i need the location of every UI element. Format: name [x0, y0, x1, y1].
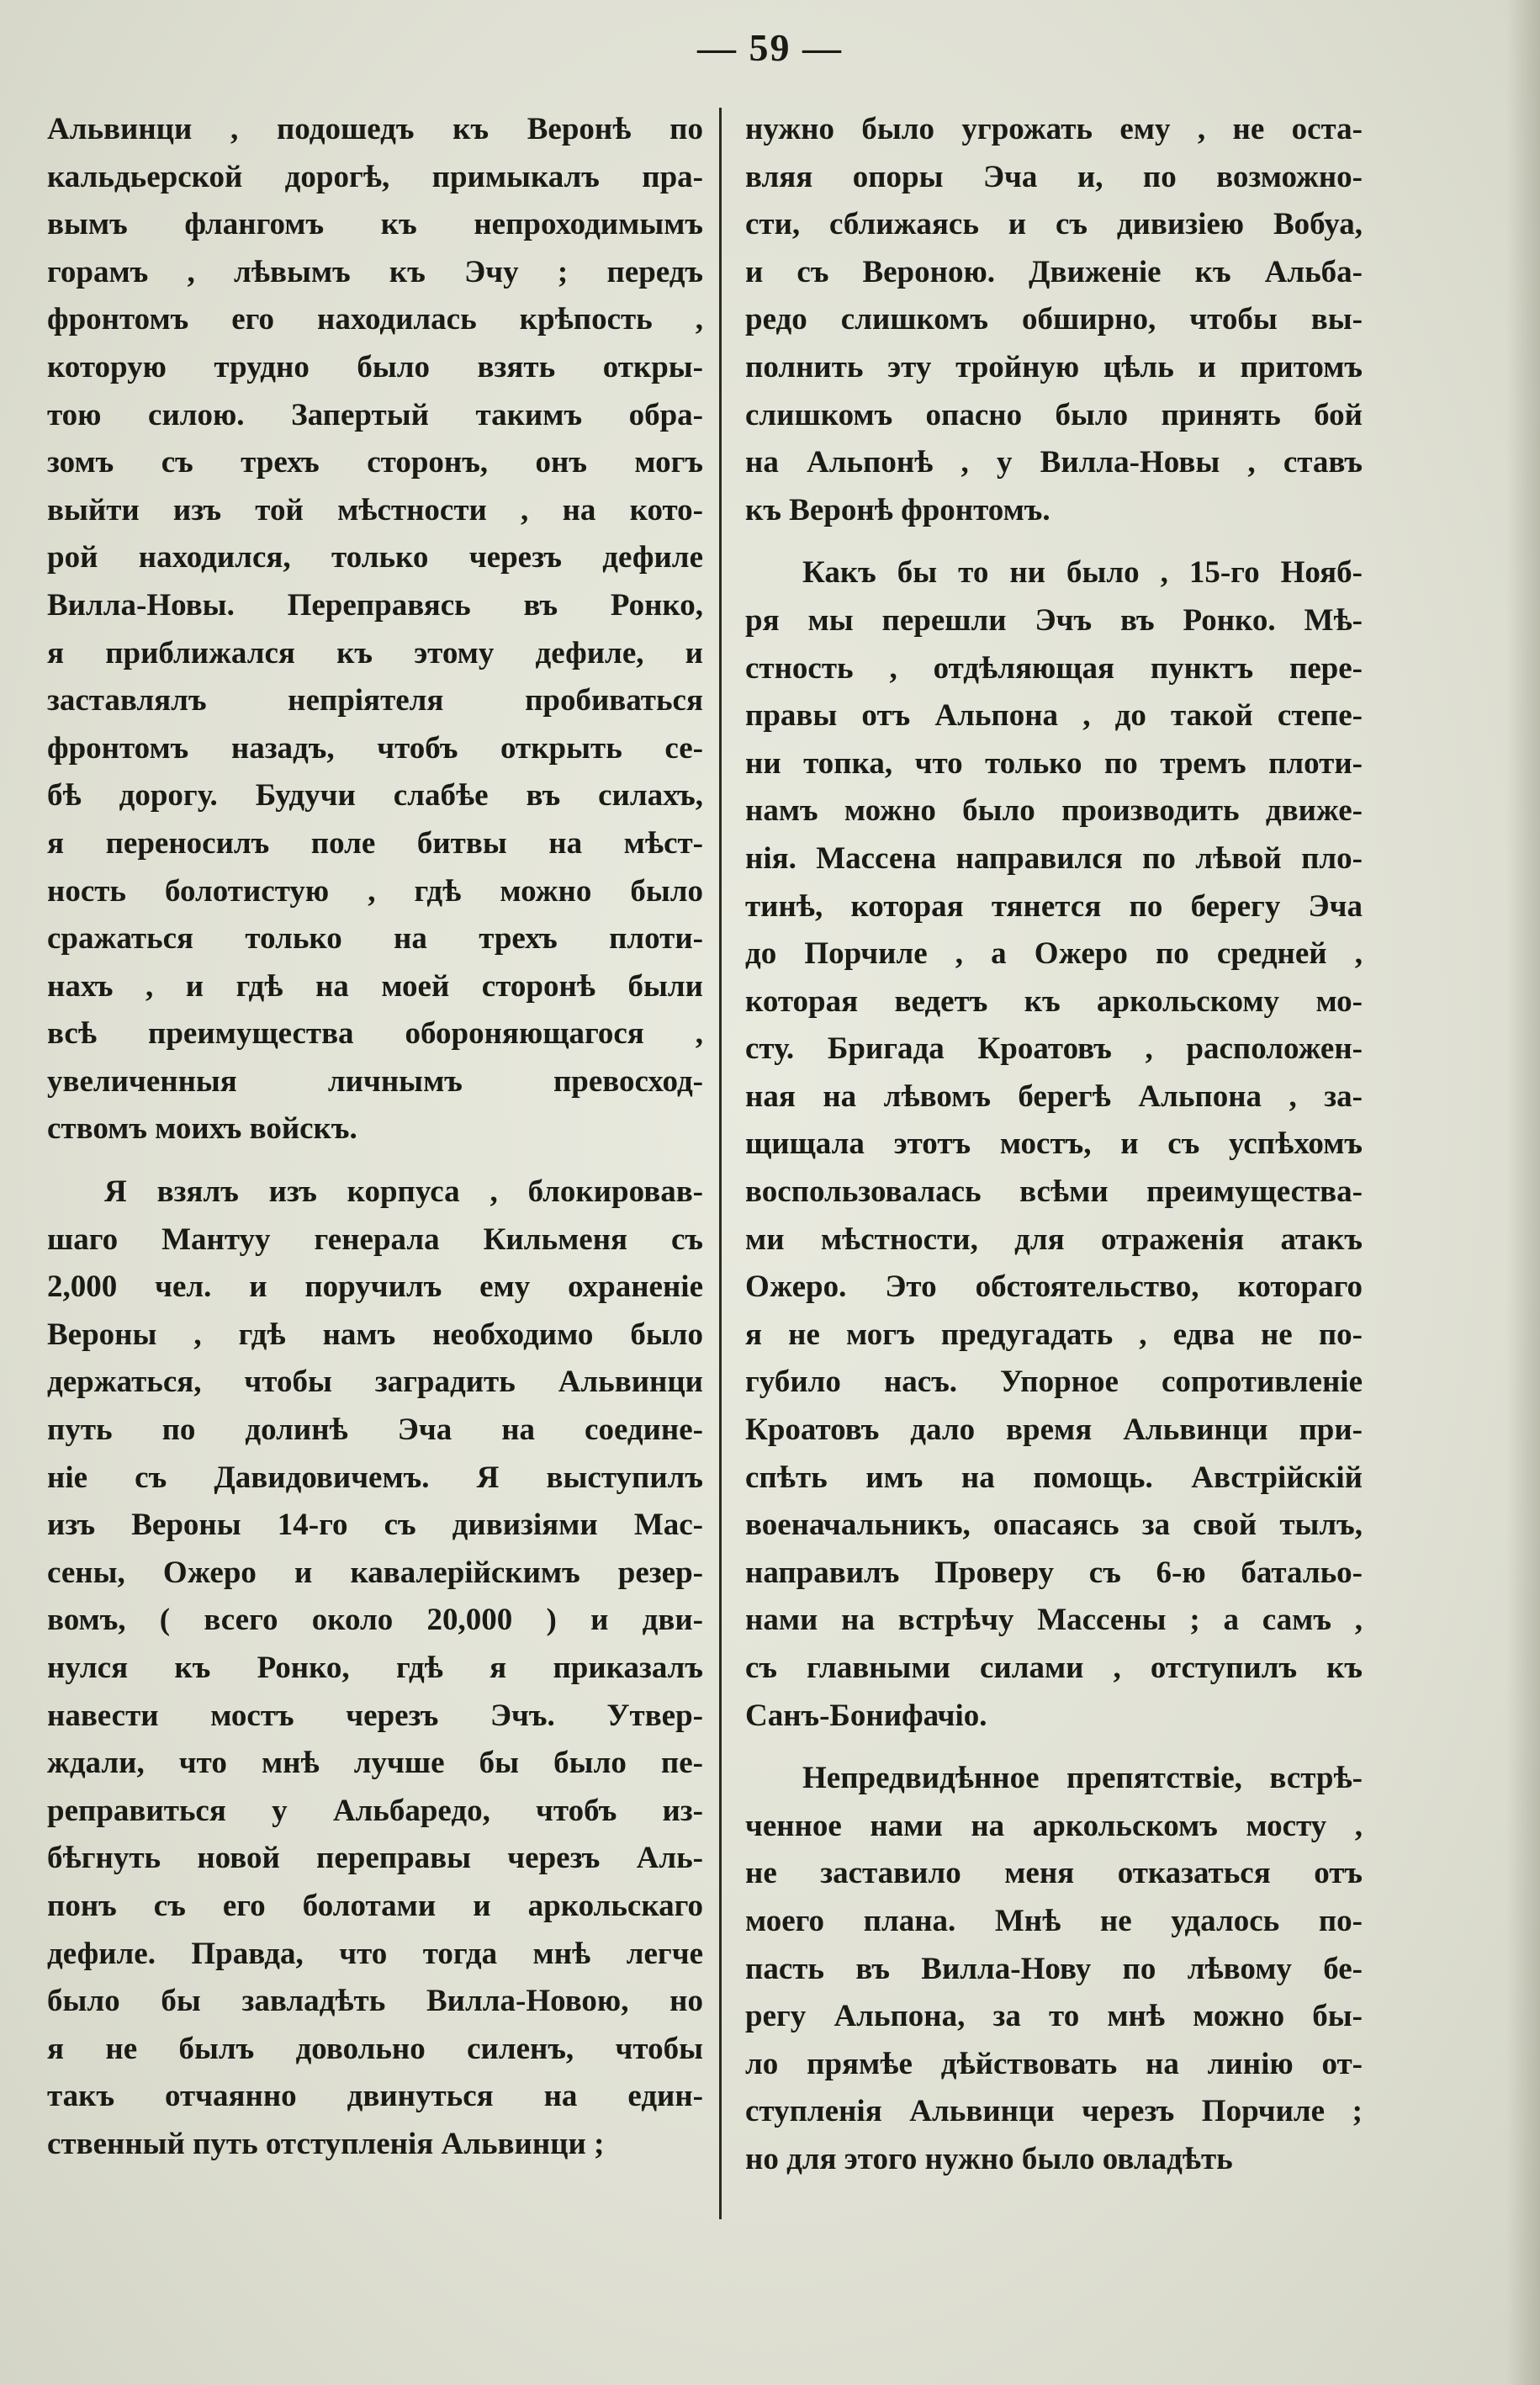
text-line: которая ведетъ къ аркольскому мо- [745, 983, 1363, 1019]
text-line: 2,000 чел. и поручилъ ему охраненіе [47, 1269, 703, 1305]
text-line: спѣть имъ на помощь. Австрійскій [745, 1460, 1363, 1495]
paragraph [745, 106, 1363, 534]
text-line: ность болотистую , гдѣ можно было [47, 873, 703, 909]
text-line: регу Альпона, за то мнѣ можно бы- [745, 1999, 1363, 2034]
paragraph-gap [47, 1153, 703, 1169]
text-line: направилъ Проверу съ 6-ю батальо- [745, 1555, 1363, 1590]
text-line: сены, Ожеро и кавалерійскимъ резер- [47, 1555, 703, 1590]
text-line: редо слишкомъ обширно, чтобы вы- [745, 302, 1363, 337]
text-line: бѣгнуть новой переправы черезъ Аль- [47, 1841, 703, 1876]
text-line: горамъ , лѣвымъ къ Эчу ; передъ [47, 254, 703, 289]
paragraph-gap [745, 1740, 1363, 1755]
text-line: рой находился, только черезъ дефиле [47, 540, 703, 575]
text-line: къ Веронѣ фронтомъ. [745, 492, 1050, 527]
text-line: заставлялъ непріятеля пробиваться [47, 683, 703, 718]
text-line: путь по долинѣ Эча на соедине- [47, 1412, 703, 1448]
text-line: но для этого нужно было овладѣть [745, 2141, 1233, 2176]
text-line: нахъ , и гдѣ на моей сторонѣ были [47, 968, 703, 1004]
text-line: вляя опоры Эча и, по возможно- [745, 159, 1363, 194]
text-line: дефиле. Правда, что тогда мнѣ легче [47, 1936, 703, 1971]
text-line: правы отъ Альпона , до такой степе- [745, 698, 1363, 734]
text-line: Альвинци , подошедъ къ Веронѣ по [47, 112, 703, 146]
text-line: увеличенныя личнымъ превосход- [47, 1063, 703, 1099]
text-line: было бы завладѣть Вилла-Новою, но [47, 1984, 703, 2019]
text-line: ніе съ Давидовичемъ. Я выступилъ [47, 1460, 703, 1495]
text-line: слишкомъ опасно было принять бой [745, 397, 1363, 432]
text-line: не заставило меня отказаться отъ [745, 1856, 1363, 1891]
text-line: я не могъ предугадать , едва не по- [745, 1317, 1363, 1352]
text-line: ствомъ моихъ войскъ. [47, 1111, 357, 1147]
text-line: полнить эту тройную цѣль и притомъ [745, 349, 1363, 384]
text-line: Ожеро. Это обстоятельство, котораго [745, 1269, 1363, 1305]
text-line: ни топка, что только по тремъ плоти- [745, 745, 1363, 781]
text-line: пасть въ Вилла-Нову по лѣвому бе- [745, 1951, 1363, 1986]
page-edge-shadow [1506, 0, 1540, 2385]
text-line: которую трудно было взять откры- [47, 349, 703, 384]
text-line: я приближался къ этому дефиле, и [47, 635, 703, 670]
paragraph [47, 106, 703, 1153]
text-line: Я взялъ изъ корпуса , блокировав- [104, 1174, 703, 1210]
text-line: нами на встрѣчу Массены ; а самъ , [745, 1603, 1363, 1638]
paragraph [745, 549, 1363, 1740]
text-line: ступленія Альвинци черезъ Порчиле ; [745, 2094, 1363, 2129]
text-line: я не былъ довольно силенъ, чтобы [47, 2031, 703, 2066]
text-line: выйти изъ той мѣстности , на кото- [47, 492, 703, 527]
text-line: моего плана. Мнѣ не удалось по- [745, 1903, 1363, 1938]
text-line: съ главными силами , отступилъ къ [745, 1651, 1363, 1685]
text-line: нужно было угрожать ему , не оста- [745, 112, 1363, 146]
text-line: на Альпонѣ , у Вилла-Новы , ставъ [745, 445, 1363, 480]
text-line: стность , отдѣляющая пунктъ пере- [745, 650, 1363, 686]
text-line: Санъ-Бонифачіо. [745, 1698, 987, 1733]
text-line: намъ можно было производить движе- [745, 793, 1363, 829]
text-line: держаться, чтобы заградить Альвинци [47, 1365, 703, 1400]
text-line: зомъ съ трехъ сторонъ, онъ могъ [47, 445, 703, 480]
column-divider [719, 108, 722, 2219]
page-number: — 59 — [697, 26, 843, 69]
text-line: всѣ преимущества обороняющагося , [47, 1016, 703, 1052]
text-line: ми мѣстности, для отраженія атакъ [745, 1222, 1363, 1257]
text-line: изъ Вероны 14-го съ дивизіями Мас- [47, 1508, 703, 1543]
text-line: Вероны , гдѣ намъ необходимо было [47, 1317, 703, 1352]
left-column [47, 106, 703, 2169]
text-line: ждали, что мнѣ лучше бы было пе- [47, 1746, 703, 1781]
text-line: сражаться только на трехъ плоти- [47, 921, 703, 957]
text-line: до Порчиле , а Ожеро по средней , [745, 936, 1363, 972]
text-line: ченное нами на аркольскомъ мосту , [745, 1808, 1363, 1843]
right-column [745, 106, 1363, 2184]
text-line: военачальникъ, опасаясь за свой тылъ, [745, 1508, 1363, 1543]
text-line: щищала этотъ мостъ, и съ успѣхомъ [745, 1126, 1363, 1162]
text-line: Какъ бы то ни было , 15-го Нояб- [802, 555, 1363, 591]
text-line: бѣ дорогу. Будучи слабѣе въ силахъ, [47, 778, 703, 814]
text-line: Вилла-Новы. Переправясь въ Ронко, [47, 587, 703, 623]
text-line: фронтомъ его находилась крѣпость , [47, 302, 703, 337]
text-line: нія. Массена направился по лѣвой пло- [745, 840, 1363, 876]
paragraph-gap [745, 534, 1363, 549]
text-line: навести мостъ черезъ Эчъ. Утвер- [47, 1698, 703, 1733]
text-line: вымъ флангомъ къ непроходимымъ [47, 207, 703, 242]
text-line: ственный путь отступленія Альвинци ; [47, 2126, 605, 2161]
text-line: нулся къ Ронко, гдѣ я приказалъ [47, 1651, 703, 1685]
text-line: ная на лѣвомъ берегѣ Альпона , за- [745, 1079, 1363, 1114]
text-line: такъ отчаянно двинуться на един- [47, 2079, 703, 2114]
text-line: губило насъ. Упорное сопротивленіе [745, 1365, 1363, 1400]
text-line: ло прямѣе дѣйствовать на линію от- [745, 2046, 1363, 2081]
text-line: тою силою. Запертый такимъ обра- [47, 397, 703, 432]
text-line: вомъ, ( всего около 20,000 ) и дви- [47, 1603, 703, 1638]
text-line: кальдьерской дорогѣ, примыкалъ пра- [47, 159, 703, 194]
text-line: я переносилъ поле битвы на мѣст- [47, 825, 703, 861]
text-line: и съ Вероною. Движеніе къ Альба- [745, 254, 1363, 289]
text-line: Кроатовъ дало время Альвинци при- [745, 1412, 1363, 1448]
paragraph [47, 1169, 703, 2168]
text-line: сту. Бригада Кроатовъ , расположен- [745, 1031, 1363, 1067]
text-line: воспользовалась всѣми преимущества- [745, 1174, 1363, 1210]
text-line: шаго Мантуу генерала Кильменя съ [47, 1222, 703, 1257]
text-line: реправиться у Альбаредо, чтобъ из- [47, 1793, 703, 1828]
text-line: ря мы перешли Эчъ въ Ронко. Мѣ- [745, 602, 1363, 638]
paragraph [745, 1755, 1363, 2183]
text-line: понъ съ его болотами и аркольскаго [47, 1888, 703, 1923]
text-line: Непредвидѣнное препятствіе, встрѣ- [802, 1761, 1363, 1796]
text-line: фронтомъ назадъ, чтобъ открыть се- [47, 730, 703, 766]
text-line: сти, сближаясь и съ дивизіею Вобуа, [745, 207, 1363, 242]
text-line: тинѣ, которая тянется по берегу Эча [745, 888, 1363, 924]
